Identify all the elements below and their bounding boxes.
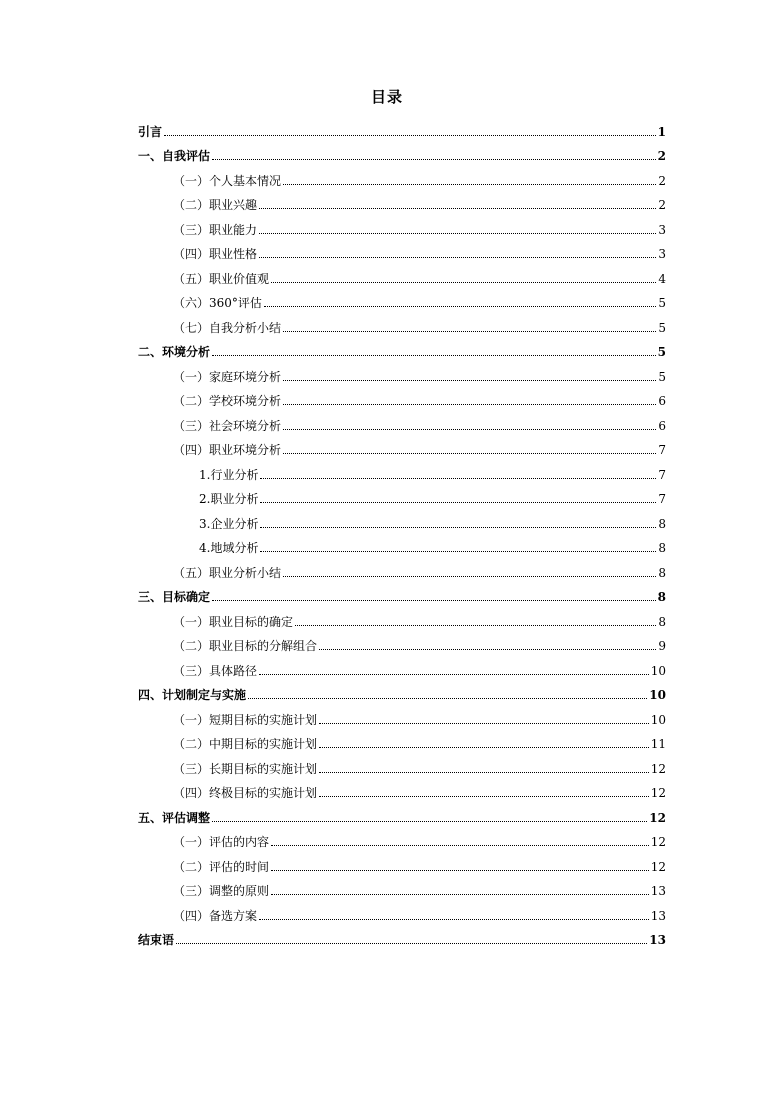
toc-entry-label: （二）中期目标的实施计划	[173, 737, 318, 751]
toc-entry[interactable]	[138, 702, 666, 727]
toc-entry-label: （四）职业环境分析	[173, 443, 282, 457]
toc-entry[interactable]	[138, 531, 666, 556]
toc-dot-leader	[176, 942, 647, 944]
toc-entry-label: （一）职业目标的确定	[173, 614, 294, 629]
toc-dot-leader	[319, 746, 649, 748]
toc-entry[interactable]	[138, 114, 666, 139]
toc-dot-leader	[264, 305, 656, 307]
toc-entry[interactable]	[138, 359, 666, 384]
toc-entry-page-number: 7	[658, 467, 666, 482]
toc-dot-leader	[283, 428, 656, 430]
toc-dot-leader	[212, 158, 656, 160]
toc-entry[interactable]	[138, 800, 666, 825]
toc-entry-page-number: 11	[650, 737, 666, 751]
toc-dot-leader	[271, 893, 649, 895]
toc-entry[interactable]	[138, 188, 666, 213]
toc-entry[interactable]	[138, 776, 666, 801]
toc-entry[interactable]	[138, 874, 666, 899]
toc-entry[interactable]	[138, 261, 666, 286]
toc-entry-label: 引言	[138, 124, 163, 139]
toc-dot-leader	[283, 379, 656, 381]
toc-dot-leader	[283, 575, 656, 577]
toc-entry-label: （一）评估的内容	[173, 835, 270, 849]
toc-dot-leader	[283, 330, 656, 332]
toc-entry[interactable]	[138, 678, 666, 703]
toc-entry-page-number: 1	[657, 124, 666, 139]
toc-entry-label: 3.企业分析	[199, 516, 259, 531]
toc-entry[interactable]	[138, 580, 666, 605]
toc-dot-leader	[212, 820, 647, 822]
toc-dot-leader	[212, 599, 656, 601]
toc-entry-page-number: 8	[658, 565, 666, 580]
toc-dot-leader	[164, 134, 656, 136]
toc-entry-label: （四）职业性格	[173, 247, 258, 261]
toc-entry-label: 四、计划制定与实施	[138, 688, 247, 702]
toc-entry-label: 三、目标确定	[138, 590, 211, 604]
toc-dot-leader	[260, 526, 656, 528]
toc-entry[interactable]	[138, 555, 666, 580]
toc-entry-page-number: 3	[658, 247, 666, 261]
toc-dot-leader	[260, 477, 656, 479]
toc-dot-leader	[283, 183, 656, 185]
toc-entry[interactable]	[138, 433, 666, 458]
toc-dot-leader	[212, 354, 656, 356]
toc-entry-page-number: 6	[658, 394, 666, 408]
toc-entry[interactable]	[138, 506, 666, 531]
toc-entry-label: （四）备选方案	[173, 908, 258, 923]
toc-entry-label: （三）调整的原则	[173, 884, 270, 898]
toc-entry-page-number: 2	[658, 198, 666, 212]
toc-entry-label: （一）个人基本情况	[173, 173, 282, 188]
toc-entry[interactable]	[138, 751, 666, 776]
toc-entry-label: 二、环境分析	[138, 345, 211, 359]
toc-entry-page-number: 10	[649, 688, 666, 702]
toc-entry[interactable]	[138, 384, 666, 409]
toc-entry-page-number: 8	[658, 516, 666, 531]
toc-entry-page-number: 7	[658, 492, 666, 506]
toc-entry-page-number: 8	[658, 541, 666, 555]
toc-entry[interactable]	[138, 482, 666, 507]
toc-entry-page-number: 6	[658, 418, 666, 433]
toc-entry-page-number: 8	[658, 614, 666, 629]
toc-dot-leader	[259, 207, 656, 209]
toc-entry[interactable]	[138, 212, 666, 237]
toc-entry[interactable]	[138, 310, 666, 335]
toc-entry-label: 2.职业分析	[199, 492, 259, 506]
toc-entry-page-number: 2	[657, 149, 666, 163]
toc-entry-label: （五）职业价值观	[173, 271, 270, 286]
toc-entry-page-number: 2	[658, 173, 666, 188]
toc-entry[interactable]	[138, 237, 666, 262]
toc-entry-label: 一、自我评估	[138, 149, 211, 163]
toc-entry[interactable]	[138, 653, 666, 678]
toc-entry[interactable]	[138, 727, 666, 752]
toc-entry-page-number: 12	[650, 761, 666, 776]
toc-entry-page-number: 5	[658, 296, 666, 310]
toc-dot-leader	[319, 722, 649, 724]
toc-entry-page-number: 7	[658, 443, 666, 457]
toc-entry[interactable]	[138, 335, 666, 360]
toc-entry-label: 结束语	[138, 933, 175, 947]
toc-entry-page-number: 10	[650, 712, 666, 727]
toc-entry-page-number: 9	[658, 639, 666, 653]
toc-entry[interactable]	[138, 457, 666, 482]
toc-entry-label: （六）360°评估	[173, 296, 262, 310]
toc-entry-page-number: 12	[650, 859, 666, 874]
toc-entry-page-number: 5	[657, 345, 666, 359]
toc-dot-leader	[295, 624, 656, 626]
toc-dot-leader	[283, 452, 656, 454]
toc-entry-label: （三）社会环境分析	[173, 418, 282, 433]
toc-entry-label: （一）家庭环境分析	[173, 369, 282, 384]
toc-entry-page-number: 13	[649, 933, 666, 947]
toc-dot-leader	[283, 403, 656, 405]
toc-entry-label: （二）评估的时间	[173, 859, 270, 874]
toc-entry-label: 4.地域分析	[199, 541, 259, 555]
toc-dot-leader	[260, 550, 656, 552]
toc-entry[interactable]	[138, 629, 666, 654]
toc-entry-page-number: 12	[650, 786, 666, 800]
toc-dot-leader	[259, 673, 649, 675]
toc-dot-leader	[271, 869, 649, 871]
toc-entry-page-number: 4	[658, 271, 666, 286]
toc-entry-label: （五）职业分析小结	[173, 565, 282, 580]
toc-dot-leader	[319, 648, 656, 650]
toc-entry[interactable]	[138, 923, 666, 948]
toc-entry-page-number: 13	[650, 908, 666, 923]
toc-entry-page-number: 3	[658, 222, 666, 237]
toc-entry-label: 五、评估调整	[138, 810, 211, 825]
toc-entry-label: （三）具体路径	[173, 663, 258, 678]
toc-dot-leader	[259, 256, 656, 258]
toc-dot-leader	[319, 771, 649, 773]
toc-dot-leader	[248, 697, 647, 699]
toc-list	[138, 114, 666, 947]
toc-entry[interactable]	[138, 604, 666, 629]
toc-title: 目录	[370, 88, 403, 106]
toc-entry[interactable]	[138, 139, 666, 164]
toc-entry-label: （四）终极目标的实施计划	[173, 786, 318, 800]
toc-entry[interactable]	[138, 898, 666, 923]
toc-dot-leader	[271, 844, 649, 846]
toc-entry-page-number: 10	[650, 663, 666, 678]
toc-entry-label: （二）学校环境分析	[173, 394, 282, 408]
toc-entry-label: （七）自我分析小结	[173, 320, 282, 335]
toc-entry[interactable]	[138, 408, 666, 433]
toc-entry-label: （三）职业能力	[173, 222, 258, 237]
toc-entry-page-number: 12	[649, 810, 666, 825]
toc-dot-leader	[260, 501, 656, 503]
toc-entry-page-number: 12	[650, 835, 666, 849]
toc-dot-leader	[271, 281, 656, 283]
toc-dot-leader	[259, 918, 649, 920]
toc-entry[interactable]	[138, 286, 666, 311]
toc-entry-label: （二）职业目标的分解组合	[173, 639, 318, 653]
toc-dot-leader	[259, 232, 656, 234]
toc-entry-page-number: 13	[650, 884, 666, 898]
toc-entry-label: （一）短期目标的实施计划	[173, 712, 318, 727]
toc-entry-page-number: 5	[658, 369, 666, 384]
toc-dot-leader	[319, 795, 649, 797]
toc-entry-page-number: 5	[658, 320, 666, 335]
toc-entry[interactable]	[138, 825, 666, 850]
toc-entry-label: （二）职业兴趣	[173, 198, 258, 212]
toc-entry-page-number: 8	[657, 590, 666, 604]
toc-entry[interactable]	[138, 849, 666, 874]
toc-entry-label: （三）长期目标的实施计划	[173, 761, 318, 776]
toc-entry[interactable]	[138, 163, 666, 188]
toc-entry-label: 1.行业分析	[199, 467, 259, 482]
